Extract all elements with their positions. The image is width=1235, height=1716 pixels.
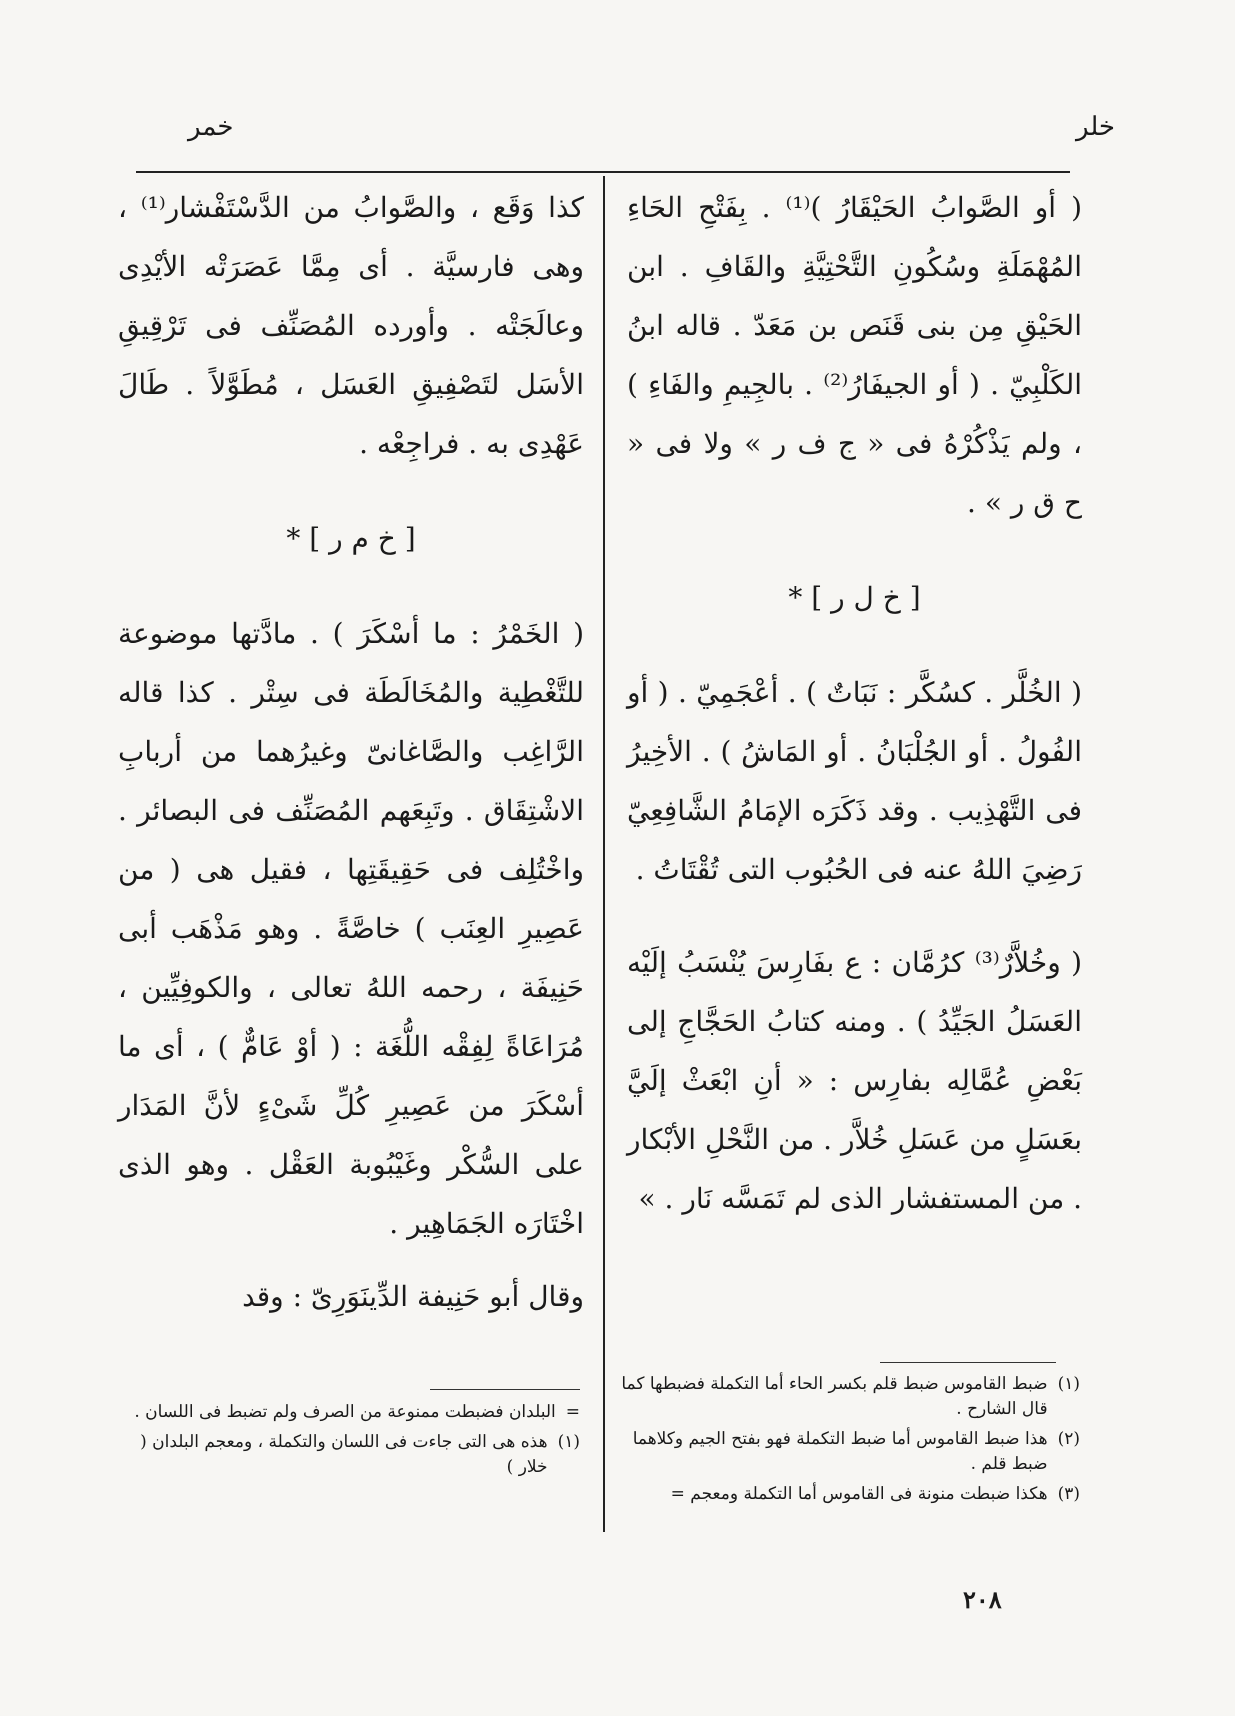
entry-paragraph: كذا وَقَع ، والصَّوابُ من الدَّسْتَفْشار⁽¹⁾ ، وهى فارسيَّة . أى مِمَّا عَصَرَتْه الأيْدِى وعالَجَتْه . وأورده المُصَنِّف فى تَرْقِيقِ الأسَل لتَصْفِيقِ العَسَل ، مُطَوَّلاً . طَالَ عَهْدِى به . فراجِعْه . [118, 191, 584, 460]
entry-paragraph: ( الخُلَّر . كسُكَّر : نَبَاتٌ ) . أعْجَمِيّ . ( أو الفُولُ . أو الجُلْبَانُ . أو المَاشُ ) . الأخِيرُ فى التَّهْذِيب . وقد ذَكَرَه الإمَامُ الشَّافِعِيّ رَضِيَ اللهُ عنه فى الحُبُوب التى تُقْتَاتُ . [627, 676, 1082, 886]
entry-paragraph: وقال أبو حَنِيفة الدِّينَوَرِىّ : وقد [242, 1280, 584, 1313]
footnotes-left [118, 1400, 580, 1485]
footnote-rule-left [430, 1389, 580, 1390]
footnote-mark: (٢) [1057, 1429, 1080, 1449]
footnote-text: البلدان فضبطت ممنوعة من الصرف ولم تضبط فى اللسان . [134, 1402, 556, 1422]
footnote [118, 1400, 580, 1425]
footnote-text: هكذا ضبطت منونة فى القاموس أما التكملة ومعجم = [670, 1484, 1048, 1504]
footnote-mark: (١) [557, 1432, 580, 1452]
left-column [118, 178, 584, 1326]
footnote-mark: (٣) [1057, 1484, 1080, 1504]
footnotes-right [620, 1372, 1080, 1512]
footnote-mark: = [565, 1402, 580, 1422]
footnote-rule-right [880, 1362, 1056, 1363]
page-number: ٢٠٨ [963, 1585, 1002, 1614]
entry-paragraph: ( وخُلاَّرٌ⁽³⁾ كرُمَّان : ع بفَارِسَ يُنْسَبُ إلَيْه العَسَلُ الجَيِّدُ ) . ومنه كتابُ الحَجَّاجِ إلى بَعْضِ عُمَّالِه بفارِس : « أنِ ابْعَثْ إلَيَّ بعَسَلٍ من عَسَلِ خُلاَّر . من النَّحْلِ الأبْكار . من المستفشار الذى لم تَمَسَّه نَار . » [627, 946, 1083, 1215]
entry-paragraph: ( الخَمْرُ : ما أسْكَرَ ) . مادَّتها موضوعة للتَّغْطِية والمُخَالَطَة فى سِتْر . كذا قاله الرَّاغِب والصَّاغانىّ وغيرُهما من أربابِ الاشْتِقَاق . وتَبِعَهم المُصَنِّف فى البصائر . واخْتُلِف فى حَقِيقَتِها ، فقيل هى ( من عَصِيرِ العِنَب ) خاصَّةً . وهو مَذْهَب أبى حَنِيفَة ، رحمه اللهُ تعالى ، والكوفِيِّين ، مُرَاعَاةً لِفِقْه اللُّغَة : ( أوْ عَامٌّ ) ، أى ما أسْكَرَ من عَصِيرِ كُلِّ شَىْءٍ لأنَّ المَدَار على السُّكْر وغَيْبُوبة العَقْل . وهو الذى اخْتَارَه الجَمَاهِير . [118, 617, 584, 1240]
footnote [620, 1372, 1080, 1422]
footnote [620, 1427, 1080, 1477]
right-column [627, 178, 1082, 1228]
footnote [620, 1482, 1080, 1507]
entry-paragraph: ( أو الصَّوابُ الحَيْقَارُ )⁽¹⁾ . بِفَتْحِ الحَاءِ المُهْمَلَةِ وسُكُونِ التَّحْتِيَّةِ والقَافِ . ابن الحَيْقِ مِن بنى قَنَص بن مَعَدّ . قاله ابنُ الكَلْبِيّ . ( أو الجيفَارُ⁽²⁾ . بالجِيمِ والفَاءِ ) ، ولم يَذْكُرْهُ فى « ج ف ر » ولا فى « ح ق ر » . [627, 191, 1083, 519]
footnote-mark: (١) [1057, 1374, 1080, 1394]
running-head-left: خمر [188, 112, 234, 142]
running-head-right: خلر [1075, 112, 1115, 142]
footnote [118, 1430, 580, 1480]
footnote-text: هذا ضبط القاموس أما ضبط التكملة فهو بفتح الجيم وكلاهما ضبط قلم . [632, 1429, 1048, 1474]
column-divider [603, 176, 605, 1532]
header-rule [136, 171, 1070, 173]
footnote-text: ضبط القاموس ضبط قلم بكسر الحاء أما التكملة فضبطها كما قال الشارح . [621, 1374, 1048, 1419]
headword-khmr: [ خ م ر ] * [286, 522, 416, 555]
headword-khlr: [ خ ل ر ] * [788, 581, 921, 614]
footnote-text: هذه هى التى جاءت فى اللسان والتكملة ، ومعجم البلدان ( خلار ) [140, 1432, 548, 1477]
